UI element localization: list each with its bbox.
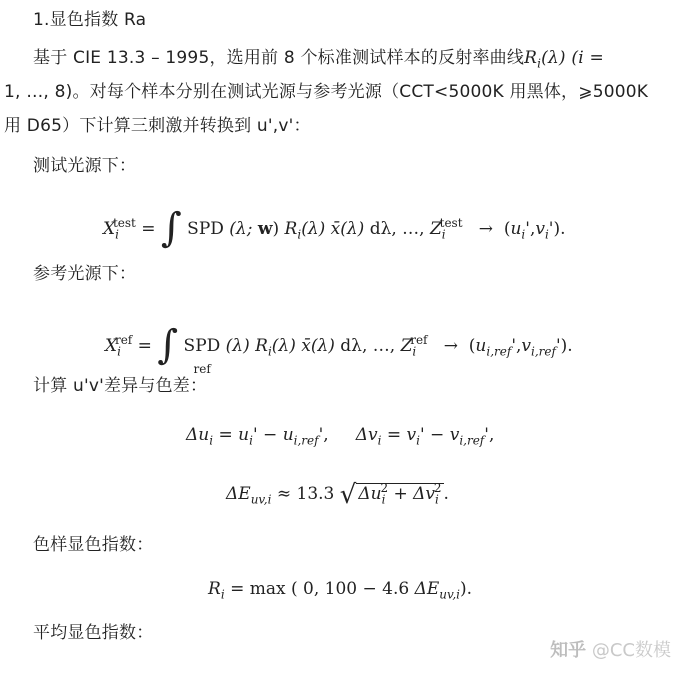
- equation-ref-tristimulus: $X_i^{ref}$ = ∫ SPD ref (λ) $R_i(\lambda)$ x̄(λ) dλ, …, $Z_i^{ref}$ → $(u_{i,ref}',v_{i,ref}')$.: [105, 322, 573, 376]
- watermark: [550, 636, 671, 662]
- intro-line-3: 用 D65）下计算三刺激并转换到 u',v'：: [4, 116, 311, 136]
- intro-line-1: 基于 CIE 13.3 – 1995，选用前 8 个标准测试样本的反射率曲线$R_i(\lambda) (i$ =: [33, 48, 604, 71]
- equation-ri: $R_i = \max$ ( 0, 100 − 4.6 $\Delta E_{uv,i}$).: [208, 579, 473, 602]
- intro-line-2: 1, …, 8)。对每个样本分别在测试光源与参考光源（CCT<5000K 用黑体，⩾5000K: [4, 82, 649, 102]
- equation-delta-uv: $\Delta u_i = u_i' - u_{i,ref}'$, $\Delta v_i = v_i' - v_{i,ref}'$,: [186, 425, 495, 448]
- equation-delta-e: $\Delta E_{uv,i} \approx 13.3$ √ $\Delta u_i^2 + \Delta v_i^2$ .: [226, 480, 449, 510]
- difference-label: 计算 u'v'差异与色差：: [33, 376, 208, 396]
- watermark-handle: @CC数模: [591, 640, 671, 661]
- sample-index-label: 色样显色指数：: [33, 535, 154, 555]
- reference-source-label: 参考光源下：: [33, 264, 137, 284]
- zhihu-logo: 知乎: [550, 640, 587, 661]
- average-index-label: 平均显色指数：: [33, 623, 154, 643]
- section-heading: 1.显色指数 Ra: [33, 10, 147, 30]
- test-source-label: 测试光源下：: [33, 156, 137, 176]
- equation-test-tristimulus: $X_i^{test}$ = ∫ SPD (λ; w) $R_i(\lambda)$ x̄(λ) dλ, …, $Z_i^{test}$ → $(u_i',v_i')$.: [103, 205, 566, 251]
